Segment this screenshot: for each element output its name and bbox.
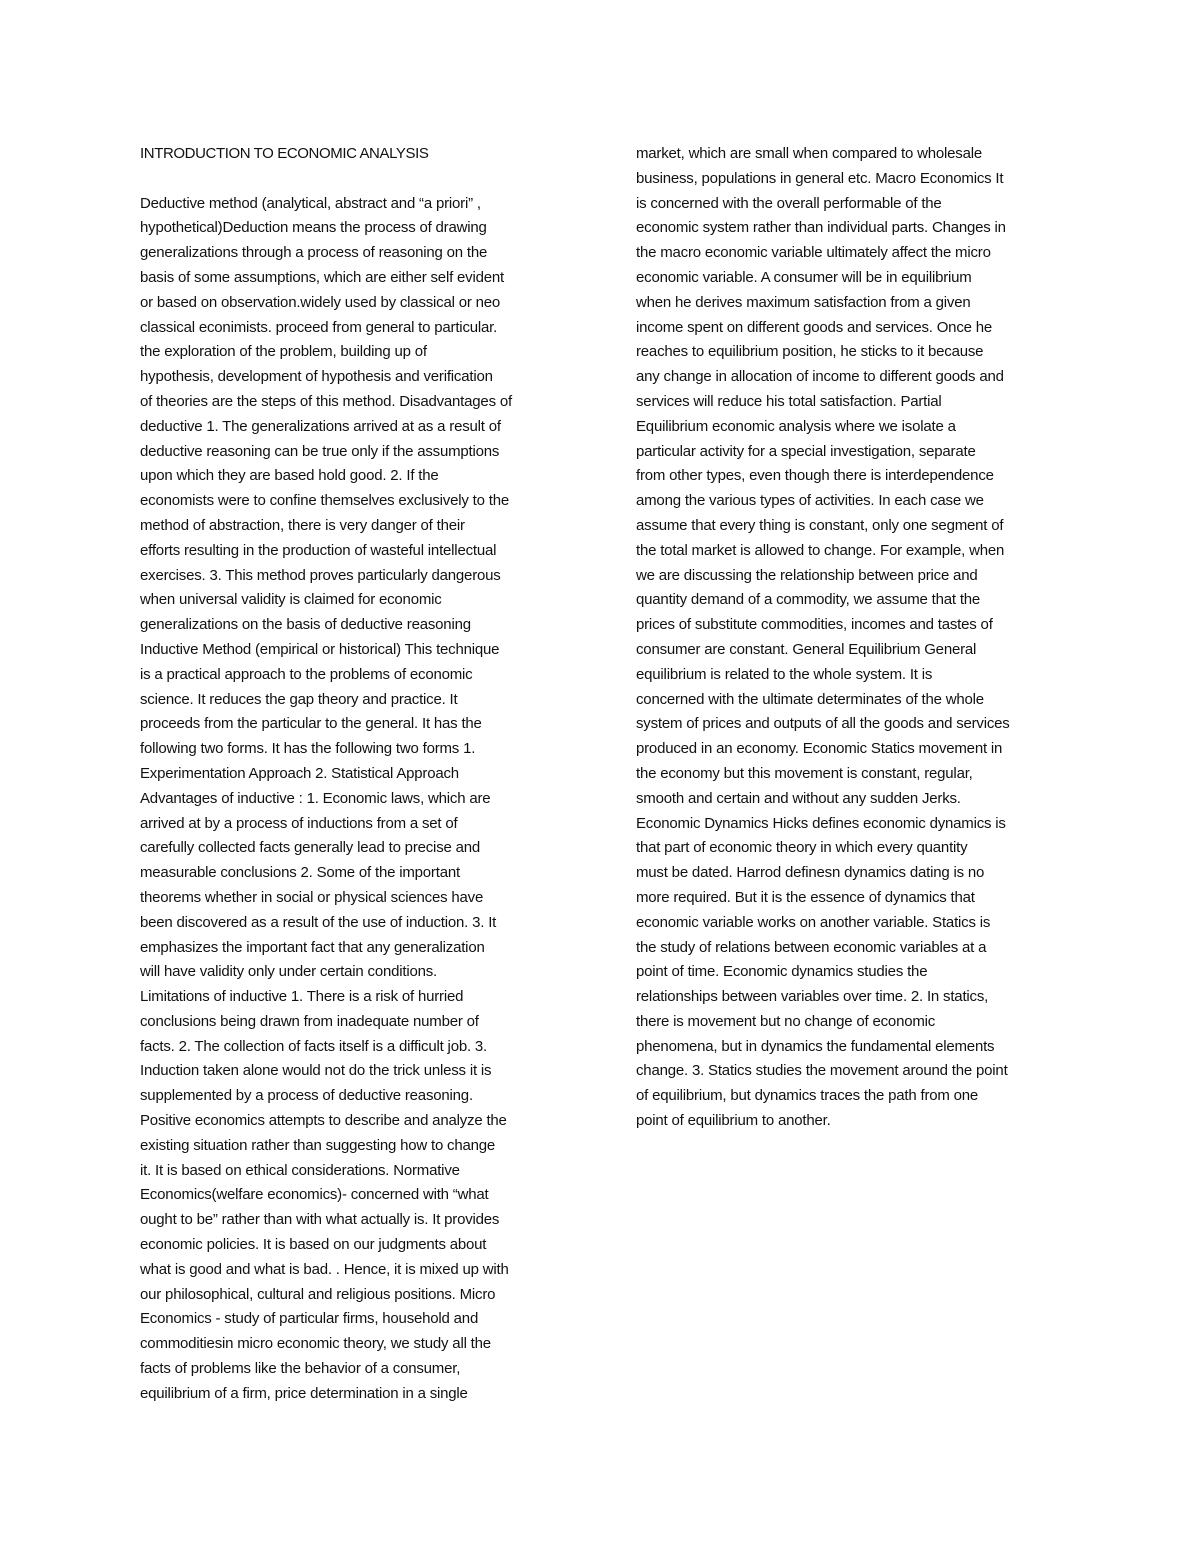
text-line: Experimentation Approach 2. Statistical Approach — [140, 764, 459, 782]
text-line: classical econimists. proceed from general to particular. — [140, 318, 498, 336]
text-line: upon which they are based hold good. 2. If the — [140, 467, 439, 485]
text-line: what is good and what is bad. . Hence, it is mixed up with — [140, 1260, 509, 1278]
text-line: Positive economics attempts to describe and analyze the — [140, 1112, 507, 1130]
text-line: relationships between variables over time. 2. In statics, — [636, 988, 989, 1006]
text-line: reaches to equilibrium position, he sticks to it because — [636, 343, 984, 361]
text-line: quantity demand of a commodity, we assume that the — [636, 591, 981, 609]
text-line: Advantages of inductive : 1. Economic laws, which are — [140, 789, 491, 807]
text-line: the study of relations between economic variables at a — [636, 938, 987, 956]
text-line: measurable conclusions 2. Some of the important — [140, 864, 460, 882]
title-spacer — [140, 167, 570, 192]
text-line: it. It is based on ethical considerations. Normative — [140, 1161, 460, 1179]
text-line: more required. But it is the essence of dynamics that — [636, 888, 975, 906]
text-line: emphasizes the important fact that any generalization — [140, 938, 485, 956]
left-column-text — [140, 192, 570, 1407]
text-line: business, populations in general etc. Macro Economics It — [636, 169, 1004, 187]
text-line: commoditiesin micro economic theory, we study all the — [140, 1335, 491, 1353]
text-line: supplemented by a process of deductive reasoning. — [140, 1087, 473, 1105]
text-line: hypothetical)Deduction means the process of drawing — [140, 219, 487, 237]
text-line: ought to be” rather than with what actually is. It provides — [140, 1211, 500, 1229]
text-line: is concerned with the overall performable of the — [636, 194, 942, 212]
text-line: must be dated. Harrod definesn dynamics dating is no — [636, 864, 985, 882]
text-line: Equilibrium economic analysis where we isolate a — [636, 417, 956, 435]
text-line: the economy but this movement is constant, regular, — [636, 764, 973, 782]
text-line: economic variable works on another variable. Statics is — [636, 913, 991, 931]
text-line: assume that every thing is constant, only one segment of — [636, 516, 1004, 534]
text-line: of equilibrium, but dynamics traces the path from one — [636, 1087, 979, 1105]
text-line: the macro economic variable ultimately affect the micro — [636, 244, 991, 262]
text-line: that part of economic theory in which every quantity — [636, 839, 968, 857]
text-line: point of equilibrium to another. — [636, 1112, 831, 1130]
text-line: concerned with the ultimate determinates of the whole — [636, 690, 984, 708]
text-line: there is movement but no change of economic — [636, 1012, 936, 1030]
text-line: the exploration of the problem, building up of — [140, 343, 427, 361]
text-line: facts of problems like the behavior of a consumer, — [140, 1360, 461, 1378]
text-line: economic variable. A consumer will be in equilibrium — [636, 268, 972, 286]
right-column-text — [636, 142, 1066, 1134]
text-line: change. 3. Statics studies the movement around the point — [636, 1062, 1008, 1080]
text-line: basis of some assumptions, which are either self evident — [140, 268, 504, 286]
text-line: facts. 2. The collection of facts itself is a difficult job. 3. — [140, 1037, 488, 1055]
text-line: economic policies. It is based on our judgments about — [140, 1236, 487, 1254]
text-line: existing situation rather than suggesting how to change — [140, 1136, 496, 1154]
left-column — [140, 142, 570, 1407]
text-line: been discovered as a result of the use of induction. 3. It — [140, 913, 497, 931]
text-line: smooth and certain and without any sudden Jerks. — [636, 789, 961, 807]
text-line: Deductive method (analytical, abstract and “a priori” , — [140, 194, 481, 212]
text-line: when he derives maximum satisfaction from a given — [636, 293, 971, 311]
text-line: of theories are the steps of this method. Disadvantages of — [140, 392, 512, 410]
text-line: equilibrium is related to the whole system. It is — [636, 665, 933, 683]
text-line: economists were to confine themselves exclusively to the — [140, 492, 509, 510]
text-line: prices of substitute commodities, incomes and tastes of — [636, 616, 993, 634]
text-line: is a practical approach to the problems of economic — [140, 665, 473, 683]
text-line: generalizations on the basis of deductive reasoning — [140, 616, 471, 634]
text-line: method of abstraction, there is very danger of their — [140, 516, 465, 534]
text-line: proceeds from the particular to the general. It has the — [140, 715, 482, 733]
text-line: will have validity only under certain conditions. — [140, 963, 438, 981]
text-line: the total market is allowed to change. For example, when — [636, 541, 1005, 559]
text-line: hypothesis, development of hypothesis and verification — [140, 368, 493, 386]
text-line: generalizations through a process of reasoning on the — [140, 244, 488, 262]
text-line: exercises. 3. This method proves particularly dangerous — [140, 566, 501, 584]
text-line: market, which are small when compared to wholesale — [636, 145, 982, 162]
text-line: when universal validity is claimed for economic — [140, 591, 442, 609]
right-column — [636, 142, 1066, 1134]
text-line: Economics - study of particular firms, household and — [140, 1310, 479, 1328]
text-line: theorems whether in social or physical sciences have — [140, 888, 484, 906]
text-line: economic system rather than individual parts. Changes in — [636, 219, 1006, 237]
text-line: Inductive Method (empirical or historical) This technique — [140, 640, 500, 658]
text-line: phenomena, but in dynamics the fundamental elements — [636, 1037, 995, 1055]
text-line: from other types, even though there is interdependence — [636, 467, 994, 485]
text-line: we are discussing the relationship between price and — [636, 566, 978, 584]
text-line: produced in an economy. Economic Statics movement in — [636, 740, 1003, 758]
text-line: equilibrium of a firm, price determination in a single — [140, 1384, 468, 1402]
text-line: following two forms. It has the following two forms 1. — [140, 740, 476, 758]
text-line: deductive reasoning can be true only if the assumptions — [140, 442, 500, 460]
text-line: income spent on different goods and services. Once he — [636, 318, 993, 336]
text-line: conclusions being drawn from inadequate number of — [140, 1012, 479, 1030]
text-line: science. It reduces the gap theory and practice. It — [140, 690, 458, 708]
text-line: point of time. Economic dynamics studies the — [636, 963, 928, 981]
text-line: arrived at by a process of inductions from a set of — [140, 814, 458, 832]
text-line: or based on observation.widely used by classical or neo — [140, 293, 501, 311]
text-line: Induction taken alone would not do the trick unless it is — [140, 1062, 492, 1080]
text-line: Economic Dynamics Hicks defines economic dynamics is — [636, 814, 1006, 832]
text-line: deductive 1. The generalizations arrived at as a result of — [140, 417, 501, 435]
page-title: INTRODUCTION TO ECONOMIC ANALYSIS — [140, 145, 429, 162]
text-line: particular activity for a special investigation, separate — [636, 442, 976, 460]
text-line: efforts resulting in the production of wasteful intellectual — [140, 541, 497, 559]
text-line: any change in allocation of income to different goods and — [636, 368, 1004, 386]
text-line: Limitations of inductive 1. There is a risk of hurried — [140, 988, 464, 1006]
text-line: Economics(welfare economics)- concerned with “what — [140, 1186, 489, 1204]
text-line: system of prices and outputs of all the goods and services — [636, 715, 1010, 733]
text-line: consumer are constant. General Equilibrium General — [636, 640, 977, 658]
text-line: services will reduce his total satisfaction. Partial — [636, 392, 942, 410]
text-line: our philosophical, cultural and religious positions. Micro — [140, 1285, 496, 1303]
text-line: among the various types of activities. In each case we — [636, 492, 984, 510]
text-line: carefully collected facts generally lead to precise and — [140, 839, 481, 857]
